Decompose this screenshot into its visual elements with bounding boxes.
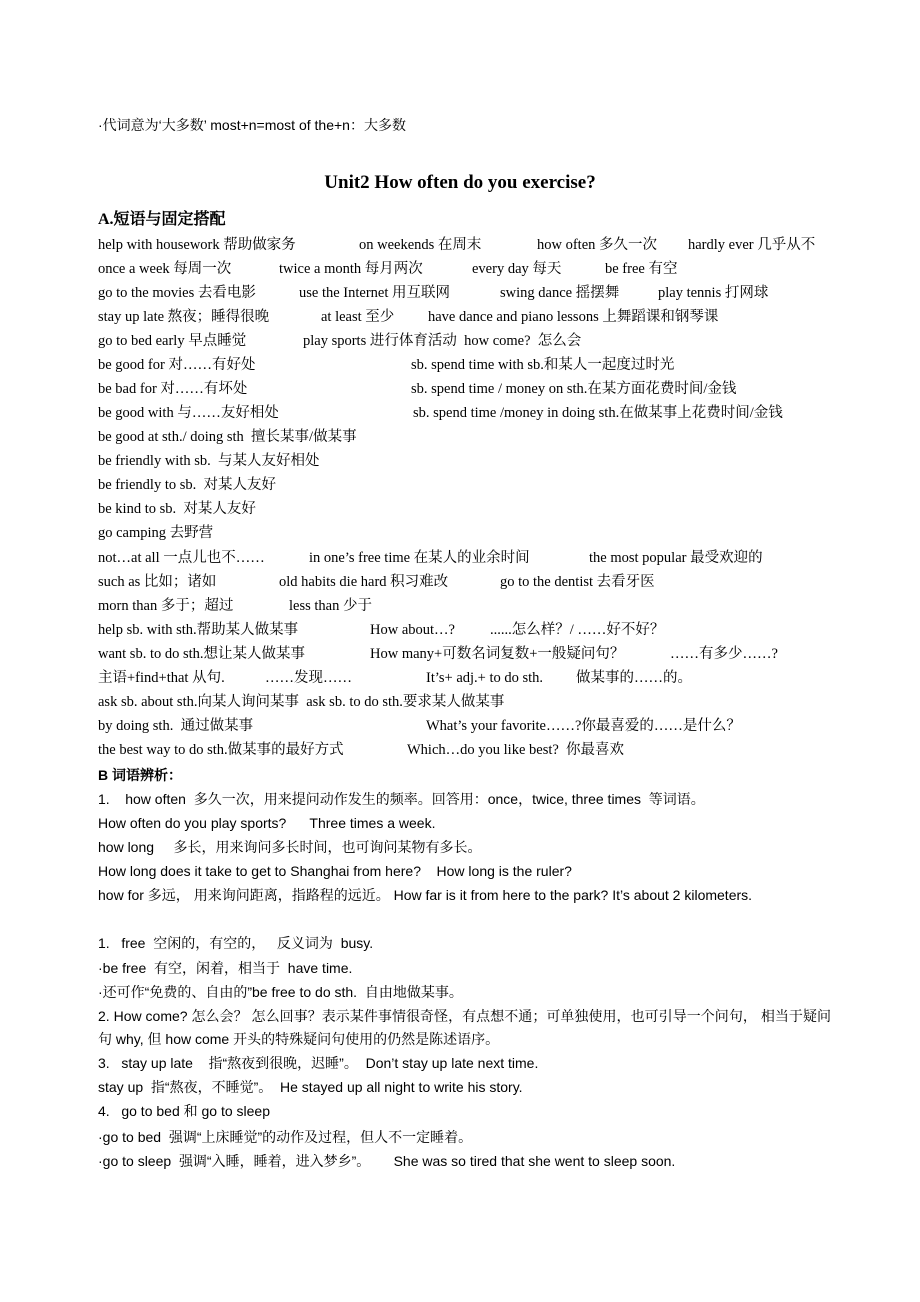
note-line: How long does it take to get to Shanghai from here? How long is the ruler? (98, 863, 572, 879)
phrase: play tennis 打网球 (658, 285, 769, 301)
note-line: 4. go to bed 和 go to sleep (98, 1103, 271, 1119)
note-line: stay up 指“熬夜，不睡觉”。 He stayed up all night to write his story. (98, 1079, 523, 1095)
phrase: be bad for 对……有坏处 (98, 381, 248, 397)
phrase: stay up late 熬夜；睡得很晚 (98, 309, 270, 325)
phrase: such as 比如；诸如 (98, 574, 217, 590)
phrase: ......怎么样？/ ……好不好？ (490, 622, 665, 638)
section-a-heading: A.短语与固定搭配 (98, 211, 226, 228)
note-line: ·go to sleep 强调“入睡，睡着，进入梦乡”。 She was so tired that she went to sleep soon. (98, 1153, 676, 1169)
phrase: go to bed early 早点睡觉 (98, 333, 247, 349)
phrase: once a week 每周一次 (98, 261, 232, 277)
phrase-row: be friendly with sb. 与某人友好相处 (98, 453, 320, 469)
phrase: help with housework 帮助做家务 (98, 237, 296, 253)
phrase: use the Internet 用互联网 (299, 285, 451, 301)
phrase: swing dance 摇摆舞 (500, 285, 620, 301)
phrase: less than 少于 (289, 598, 372, 614)
phrase-row: be good at sth./ doing sth 擅长某事/做某事 (98, 429, 357, 445)
phrase: every day 每天 (472, 261, 562, 277)
note-line: ·还可作“免费的、自由的”be free to do sth. 自由地做某事。 (98, 984, 463, 1000)
phrase: be free 有空 (605, 261, 678, 277)
note-line: ·be free 有空，闲着，相当于 have time. (98, 960, 353, 976)
phrase: How about…? (370, 622, 455, 638)
phrase: have dance and piano lessons 上舞蹈课和钢琴课 (428, 309, 719, 325)
phrase: the best way to do sth.做某事的最好方式 (98, 742, 344, 758)
phrase: the most popular 最受欢迎的 (589, 550, 763, 566)
note-paragraph: 2. How come? 怎么会？ 怎么回事？表示某件事情很奇怪，有点想不通；可单独使用，也可引导一个问句， 相当于疑问句 why, 但 how come 开头的特殊疑问句使用的仍然是陈述语序。 (98, 1008, 831, 1047)
phrase: sb. spend time /money in doing sth.在做某事上花费时间/金钱 (413, 405, 783, 421)
phrase: on weekends 在周末 (359, 237, 482, 253)
phrase: How many+可数名词复数+一般疑问句？ (370, 646, 625, 662)
phrase: ……发现…… (265, 670, 352, 686)
phrase: at least 至少 (321, 309, 395, 325)
phrase: help sb. with sth.帮助某人做某事 (98, 622, 299, 638)
note-line: How often do you play sports? Three times a week. (98, 815, 436, 831)
phrase-row: be friendly to sb. 对某人友好 (98, 477, 277, 493)
phrase: morn than 多于；超过 (98, 598, 234, 614)
phrase: play sports 进行体育活动 how come? 怎么会 (303, 333, 582, 349)
phrase-row: go camping 去野营 (98, 525, 214, 541)
phrase: be good for 对……有好处 (98, 357, 256, 373)
note-line: how long 多长，用来询问多长时间，也可询问某物有多长。 (98, 839, 482, 855)
phrase: not…at all 一点儿也不…… (98, 550, 265, 566)
phrase: 做某事的……的。 (576, 670, 692, 686)
phrase: hardly ever 几乎从不 (688, 237, 816, 253)
section-b-heading: B 词语辨析： (98, 767, 182, 783)
phrase: sb. spend time with sb.和某人一起度过时光 (411, 357, 675, 373)
phrase: 主语+find+that 从句. (98, 670, 225, 686)
phrase: how often 多久一次 (537, 237, 658, 253)
unit-title: Unit2 How often do you exercise? (324, 172, 596, 193)
phrase-row: ask sb. about sth.向某人询问某事 ask sb. to do sth.要求某人做某事 (98, 694, 505, 710)
phrase: in one’s free time 在某人的业余时间 (309, 550, 530, 566)
note-line: 3. stay up late 指“熬夜到很晚，迟睡”。 Don’t stay up late next time. (98, 1055, 539, 1071)
phrase: twice a month 每月两次 (279, 261, 423, 277)
phrase: old habits die hard 积习难改 (279, 574, 449, 590)
phrase: sb. spend time / money on sth.在某方面花费时间/金钱 (411, 381, 737, 397)
phrase: ……有多少……? (670, 646, 778, 662)
phrase: What’s your favorite……?你最喜爱的……是什么？ (426, 718, 741, 734)
phrase: Which…do you like best? 你最喜欢 (407, 742, 625, 758)
note-line: 1. how often 多久一次，用来提问动作发生的频率。回答用：once，twice, three times 等词语。 (98, 791, 705, 807)
note-line: ·go to bed 强调“上床睡觉”的动作及过程，但人不一定睡着。 (98, 1129, 473, 1145)
phrase: go to the movies 去看电影 (98, 285, 256, 301)
phrase: It’s+ adj.+ to do sth. (426, 670, 544, 686)
phrase: by doing sth. 通过做某事 (98, 718, 254, 734)
note-paragraph: how for 多远， 用来询问距离，指路程的远近。 How far is it from here to the park? It’s about 2 kilometers. (98, 887, 753, 903)
top-note: ·代词意为‘大多数’ most+n=most of the+n：大多数 (98, 117, 406, 133)
phrase: want sb. to do sth.想让某人做某事 (98, 646, 306, 662)
phrase-row: be kind to sb. 对某人友好 (98, 501, 256, 517)
phrase: be good with 与……友好相处 (98, 405, 279, 421)
phrase: go to the dentist 去看牙医 (500, 574, 655, 590)
note-line: 1. free 空闲的，有空的， 反义词为 busy. (98, 935, 374, 951)
